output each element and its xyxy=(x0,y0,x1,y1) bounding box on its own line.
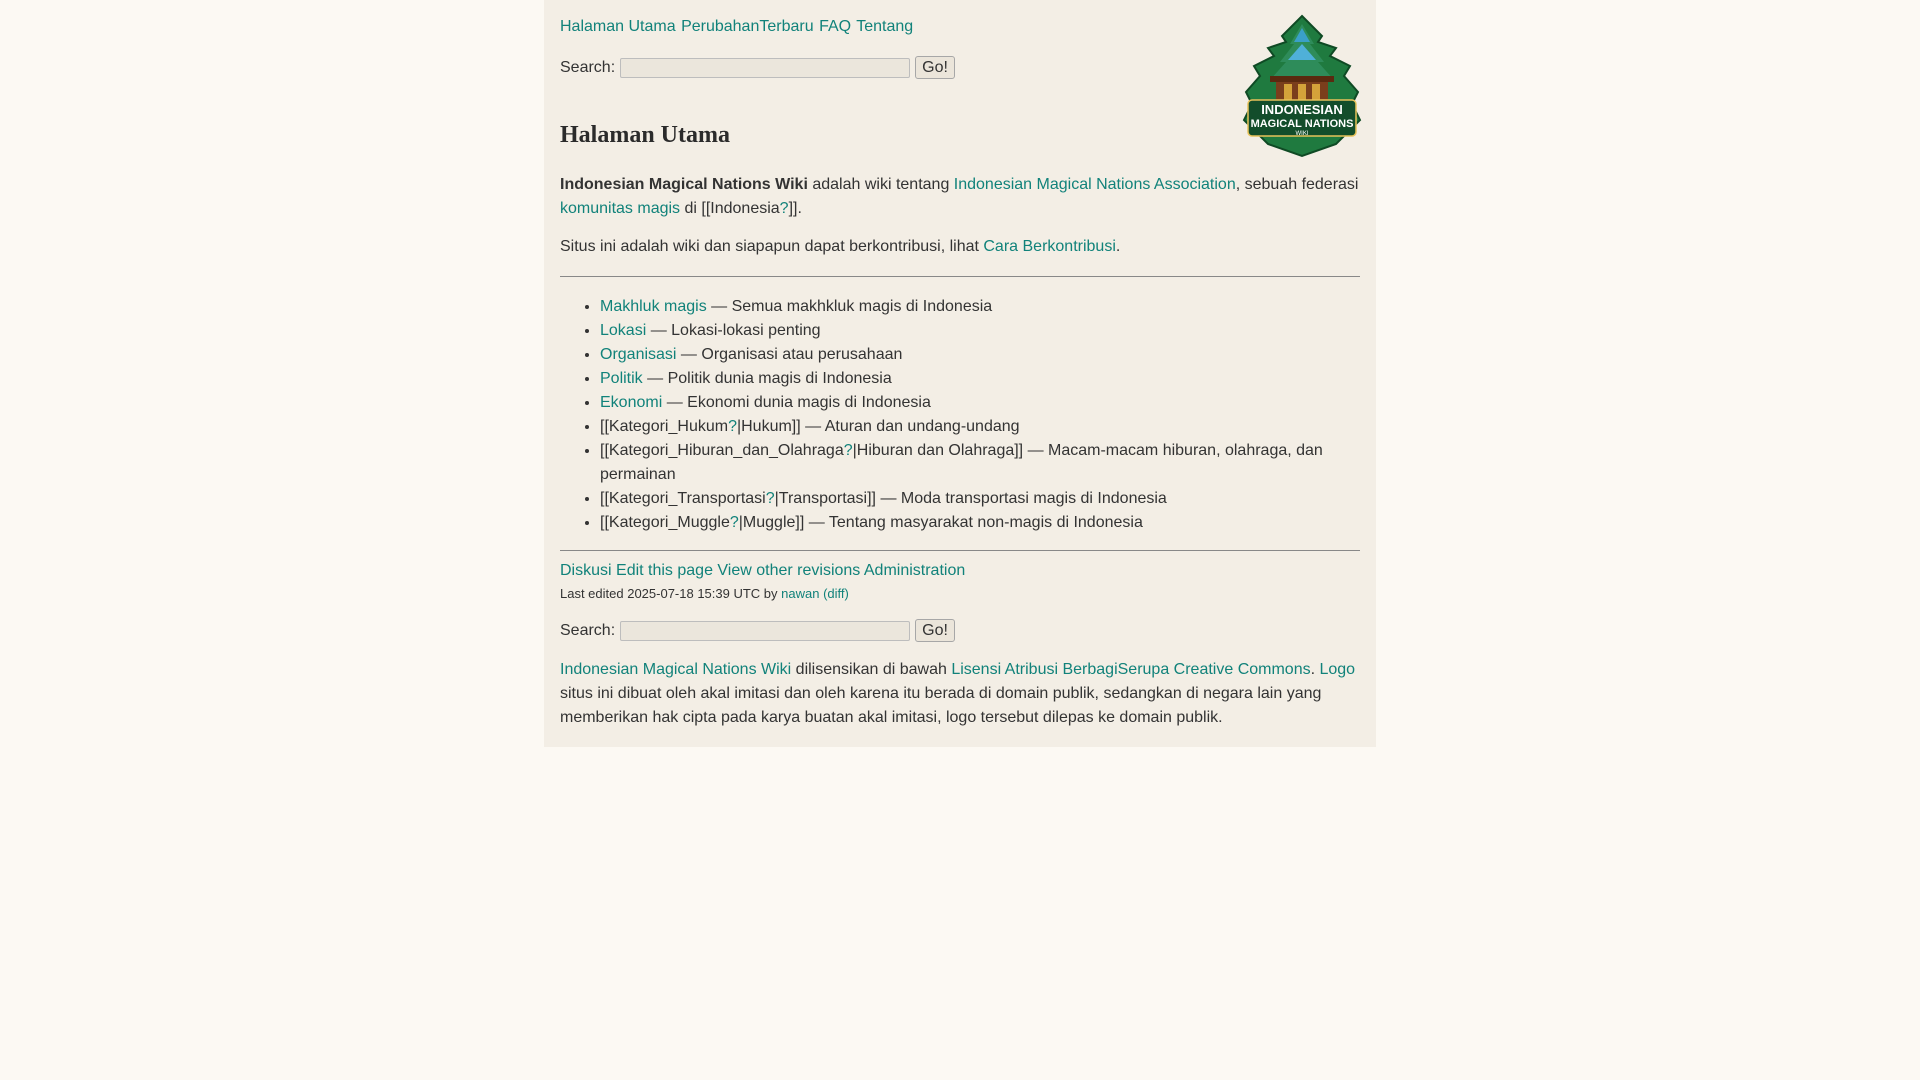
list-item xyxy=(600,295,1380,319)
category-list xyxy=(560,295,1380,535)
wiki-home-link[interactable]: Indonesian Magical Nations Wiki xyxy=(560,661,792,678)
administration-link[interactable]: Administration xyxy=(863,562,966,579)
search-input[interactable] xyxy=(620,58,910,78)
create-page-link[interactable]: ? xyxy=(728,418,737,435)
nav-recent-changes-link[interactable]: PerubahanTerbaru xyxy=(681,18,814,35)
category-desc: — Semua makhkluk magis di Indonesia xyxy=(706,298,993,315)
intro-text-3: di [[Indonesia xyxy=(680,200,780,217)
contribute-text-end: . xyxy=(1115,238,1121,255)
list-item xyxy=(600,367,1380,391)
magic-community-link[interactable]: komunitas magis xyxy=(560,200,681,217)
search-form-top xyxy=(560,56,955,79)
create-page-link[interactable]: ? xyxy=(765,490,775,507)
category-desc: — Organisasi atau perusahaan xyxy=(676,346,903,363)
missing-page-desc: |Muggle]] — Tentang masyarakat non-magis di Indonesia xyxy=(738,514,1143,531)
intro-text-2: , sebuah federasi xyxy=(1235,176,1359,193)
logo-text-line1: INDONESIAN xyxy=(1261,102,1343,117)
intro-text-4: ]]. xyxy=(788,200,802,217)
list-item xyxy=(600,391,1380,415)
license-link[interactable]: Lisensi Atribusi BerbagiSerupa Creative Commons xyxy=(951,661,1311,678)
category-link[interactable]: Lokasi xyxy=(600,322,647,339)
nav-faq-link[interactable]: FAQ xyxy=(819,18,852,35)
footer-actions xyxy=(560,561,965,581)
list-item xyxy=(600,319,1380,343)
editor-link[interactable]: nawan xyxy=(781,586,820,601)
category-desc: — Politik dunia magis di Indonesia xyxy=(642,370,892,387)
logo-text-line3: WIKI xyxy=(1295,131,1309,137)
search-label: Search: xyxy=(560,58,616,76)
list-item xyxy=(600,511,1380,535)
nav-home-link[interactable]: Halaman Utama xyxy=(560,18,676,35)
license-text-3: situs ini dibuat oleh akal imitasi dan oleh karena itu berada di domain publik, sedangkan di negara lain yang memberikan hak cipta pada karya buatan akal imitasi, logo tersebut dilepas ke domain publik. xyxy=(560,685,1322,726)
wiki-name: Indonesian Magical Nations Wiki xyxy=(560,176,808,193)
search-go-button[interactable]: Go! xyxy=(915,56,955,79)
logo-text-line2: MAGICAL NATIONS xyxy=(1250,118,1354,130)
missing-page-text: [[Kategori_Transportasi xyxy=(600,490,766,507)
license-text-1: dilisensikan di bawah xyxy=(791,661,952,678)
missing-page-text: [[Kategori_Muggle xyxy=(600,514,730,531)
missing-page-desc: |Hukum]] — Aturan dan undang-undang xyxy=(736,418,1020,435)
association-link[interactable]: Indonesian Magical Nations Association xyxy=(953,176,1236,193)
missing-page-desc: |Hiburan dan Olahraga]] — Macam-macam hiburan, olahraga, dan permainan xyxy=(600,442,1323,483)
logo-link[interactable]: Logo xyxy=(1319,661,1356,678)
contribute-text: Situs ini adalah wiki dan siapapun dapat berkontribusi, lihat xyxy=(560,238,984,255)
search-go-button[interactable]: Go! xyxy=(915,619,955,642)
edit-page-link[interactable]: Edit this page xyxy=(616,562,713,579)
wiki-logo[interactable] xyxy=(1240,14,1364,158)
category-link[interactable]: Politik xyxy=(600,370,643,387)
diff-link[interactable]: (diff) xyxy=(823,586,849,601)
missing-page-text: [[Kategori_Hukum xyxy=(600,418,729,435)
list-item xyxy=(600,415,1380,439)
revisions-link[interactable]: View other revisions xyxy=(717,562,861,579)
license-text-2: . xyxy=(1310,661,1320,678)
category-desc: — Ekonomi dunia magis di Indonesia xyxy=(662,394,931,411)
create-page-link[interactable]: ? xyxy=(779,200,789,217)
category-link[interactable]: Ekonomi xyxy=(600,394,663,411)
intro-paragraph xyxy=(560,173,1360,221)
contribute-paragraph xyxy=(560,237,1360,257)
category-link[interactable]: Organisasi xyxy=(600,346,677,363)
divider-bottom xyxy=(560,550,1360,551)
list-item xyxy=(600,439,1380,487)
search-label: Search: xyxy=(560,621,616,639)
create-page-link[interactable]: ? xyxy=(843,442,853,459)
divider-top xyxy=(560,276,1360,277)
list-item xyxy=(600,343,1380,367)
license-notice xyxy=(560,658,1360,730)
missing-page-text: [[Kategori_Hiburan_dan_Olahraga xyxy=(600,442,844,459)
category-desc: — Lokasi-lokasi penting xyxy=(646,322,821,339)
category-link[interactable]: Makhluk magis xyxy=(600,298,707,315)
nav-about-link[interactable]: Tentang xyxy=(856,18,914,35)
last-edited-info xyxy=(560,586,849,602)
page-container xyxy=(544,0,1376,747)
search-input[interactable] xyxy=(620,621,910,641)
top-navigation xyxy=(560,17,914,37)
how-to-contribute-link[interactable]: Cara Berkontribusi xyxy=(983,238,1116,255)
page-title: Halaman Utama xyxy=(560,122,730,148)
list-item xyxy=(600,487,1380,511)
search-form-bottom xyxy=(560,619,955,642)
intro-text-1: adalah wiki tentang xyxy=(807,176,954,193)
create-page-link[interactable]: ? xyxy=(729,514,739,531)
discussion-link[interactable]: Diskusi xyxy=(560,562,612,579)
missing-page-desc: |Transportasi]] — Moda transportasi magis di Indonesia xyxy=(774,490,1167,507)
last-edited-text: Last edited 2025-07-18 15:39 UTC by xyxy=(560,586,782,601)
